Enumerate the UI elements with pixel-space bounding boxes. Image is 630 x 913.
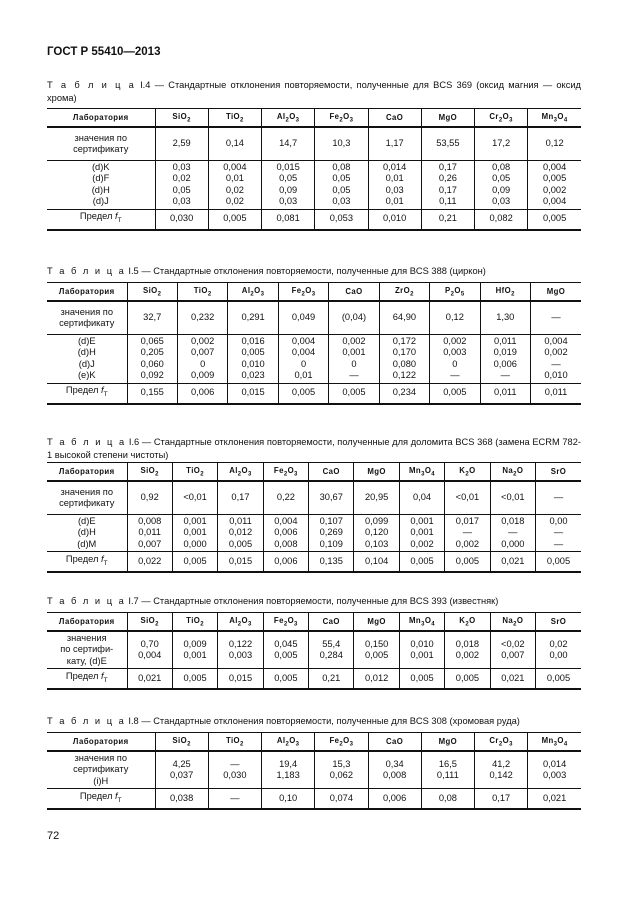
table-cell: 0,011: [480, 383, 530, 404]
table-cell: 0,005: [430, 383, 480, 404]
table-cell: 41,2 0,142: [475, 751, 528, 789]
row-label: (d)K (d)F (d)H (d)J: [47, 161, 155, 210]
table-cell: 0,030: [155, 209, 208, 230]
table-cell: <0,01: [172, 481, 217, 515]
table-row: [47, 301, 581, 335]
column-header: TiO$_2$: [172, 613, 217, 632]
table-cell: 0,002 0,003 0 —: [430, 335, 480, 384]
table-i7: [47, 612, 581, 690]
table-cell: 10,3: [315, 127, 368, 161]
table-cell: 0,08 0,05 0,05 0,03: [315, 161, 368, 210]
table-cell: 0,015: [218, 669, 263, 690]
table-cell: 0,015 0,05 0,09 0,03: [262, 161, 315, 210]
table-cell: 64,90: [379, 301, 429, 335]
table-cell: 0,21: [421, 209, 474, 230]
table-row: [47, 481, 581, 515]
table-cell: 0,005: [399, 552, 444, 573]
column-header: MgO: [421, 109, 474, 128]
table-cell: 0,232: [177, 301, 227, 335]
column-header: $Fe_2O_3$: [315, 733, 368, 752]
table-cell: 0,004 0,005 0,002 0,004: [528, 161, 581, 210]
column-header: $Mn_3O_4$: [399, 463, 444, 482]
table-cell: 1,17: [368, 127, 421, 161]
table-cell: 0,02 0,00: [536, 631, 581, 669]
table-i6: [47, 462, 581, 573]
table-cell: 0,291: [228, 301, 278, 335]
table-caption: Т а б л и ц а I.4 — Стандартные отклонения повторяемости, полученные для BCS 369 (оксид магния — оксид хрома): [47, 80, 581, 103]
column-header: MgO: [421, 733, 474, 752]
table-row: [47, 383, 581, 404]
table-i8: [47, 732, 581, 810]
column-header: SrO: [536, 463, 581, 482]
table-cell: — 0,030: [208, 751, 261, 789]
table-cell: 53,55: [421, 127, 474, 161]
column-header: HfO$_2$: [480, 283, 530, 302]
table-cell: 0,155: [127, 383, 177, 404]
row-label: Предел $f_T$: [47, 789, 155, 810]
table-caption: Т а б л и ц а I.8 — Стандартные отклонения повторяемости, полученные для BCS 308 (хромовая руда): [47, 716, 520, 726]
column-header: CaO: [368, 109, 421, 128]
table-cell: 0,12: [430, 301, 480, 335]
table-cell: 0,006: [177, 383, 227, 404]
column-header: Лаборатория: [47, 463, 127, 482]
row-label: значения по сертификату: [47, 127, 155, 161]
column-header: Лаборатория: [47, 283, 127, 302]
document-header: ГОСТ Р 55410—2013: [47, 46, 161, 58]
row-label: значения по сертификату: [47, 301, 127, 335]
header-row: [47, 283, 581, 302]
column-header: $K_2O$: [445, 613, 490, 632]
table-cell: 0,70 0,004: [127, 631, 172, 669]
table-cell: 0,002 0,001 0 —: [329, 335, 379, 384]
column-header: SrO: [536, 613, 581, 632]
table-cell: 0,005: [445, 669, 490, 690]
table-cell: 0,17: [218, 481, 263, 515]
column-header: MgO: [531, 283, 582, 302]
table-cell: 0,005: [528, 209, 581, 230]
column-header: $Cr_2O_3$: [475, 733, 528, 752]
column-header: CaO: [309, 463, 354, 482]
table-cell: 0,011 0,019 0,006 —: [480, 335, 530, 384]
table-cell: 0,21: [309, 669, 354, 690]
table-row: [47, 209, 581, 230]
table-cell: 0,009 0,001: [172, 631, 217, 669]
table-cell: 0,08 0,05 0,09 0,03: [475, 161, 528, 210]
table-cell: 19,4 1,183: [262, 751, 315, 789]
table-caption: Т а б л и ц а I.5 — Стандартные отклонения повторяемости, полученные для BCS 388 (циркон): [47, 266, 486, 276]
column-header: $K_2O$: [445, 463, 490, 482]
table-cell: 55,4 0,284: [309, 631, 354, 669]
table-cell: 0,038: [155, 789, 208, 810]
table-cell: 0,053: [315, 209, 368, 230]
table-cell: 0,006: [263, 552, 308, 573]
table-cell: 30,67: [309, 481, 354, 515]
table-row: [47, 669, 581, 690]
table-cell: 0,005: [172, 669, 217, 690]
table-cell: 0,017 — 0,002: [445, 515, 490, 552]
table-cell: 0,04: [399, 481, 444, 515]
table-row: [47, 335, 581, 384]
column-header: $Na_2O$: [490, 463, 535, 482]
table-row: [47, 631, 581, 669]
column-header: $Al_2O_3$: [262, 733, 315, 752]
table-cell: <0,01: [490, 481, 535, 515]
table-cell: 0,10: [262, 789, 315, 810]
table-cell: 32,7: [127, 301, 177, 335]
row-label: Предел $f_T$: [47, 209, 155, 230]
table-cell: 0,004 0,004 0 0,01: [278, 335, 328, 384]
table-cell: 0,005: [329, 383, 379, 404]
table-cell: 0,021: [490, 552, 535, 573]
table-cell: 0,004 0,002 — 0,010: [531, 335, 582, 384]
table-cell: 0,005: [263, 669, 308, 690]
table-cell: 0,08: [421, 789, 474, 810]
table-cell: 14,7: [262, 127, 315, 161]
table-cell: <0,01: [445, 481, 490, 515]
table-cell: 0,021: [528, 789, 581, 810]
table-cell: 0,021: [490, 669, 535, 690]
column-header: CaO: [309, 613, 354, 632]
column-header: TiO$_2$: [177, 283, 227, 302]
header-row: [47, 613, 581, 632]
column-header: $Fe_2O_3$: [278, 283, 328, 302]
table-cell: 0,015: [218, 552, 263, 573]
column-header: SiO$_2$: [127, 463, 172, 482]
column-header: $P_2O_5$: [430, 283, 480, 302]
table-cell: 15,3 0,062: [315, 751, 368, 789]
table-cell: 0,014 0,003: [528, 751, 581, 789]
column-header: $Mn_3O_4$: [528, 109, 581, 128]
column-header: $Al_2O_3$: [218, 463, 263, 482]
column-header: $Mn_3O_4$: [399, 613, 444, 632]
table-cell: 0,001 0,001 0,002: [399, 515, 444, 552]
table-cell: 0,049: [278, 301, 328, 335]
table-cell: 0,00 — —: [536, 515, 581, 552]
table-cell: 0,005: [536, 669, 581, 690]
row-label: (d)E (d)H (d)J (e)K: [47, 335, 127, 384]
table-cell: 0,004 0,006 0,008: [263, 515, 308, 552]
table-cell: 0,234: [379, 383, 429, 404]
table-cell: 0,045 0,005: [263, 631, 308, 669]
table-cell: 0,03 0,02 0,05 0,03: [155, 161, 208, 210]
table-cell: 0,011 0,012 0,005: [218, 515, 263, 552]
table-cell: 0,17: [475, 789, 528, 810]
table-cell: 0,082: [475, 209, 528, 230]
table-cell: 0,074: [315, 789, 368, 810]
column-header: $Fe_2O_3$: [263, 613, 308, 632]
table-cell: 0,004 0,01 0,02 0,02: [208, 161, 261, 210]
table-cell: 16,5 0,111: [421, 751, 474, 789]
table-cell: 1,30: [480, 301, 530, 335]
row-label: Предел $f_T$: [47, 552, 127, 573]
row-label: значения по сертификату (i)H: [47, 751, 155, 789]
table-cell: 0,150 0,005: [354, 631, 399, 669]
table-cell: 0,122 0,003: [218, 631, 263, 669]
row-label: Предел $f_T$: [47, 669, 127, 690]
table-cell: 0,012: [354, 669, 399, 690]
table-cell: 0,172 0,170 0,080 0,122: [379, 335, 429, 384]
table-caption: Т а б л и ц а I.6 — Стандартные отклонения повторяемости, полученные для доломита BCS 368 (замена ECRM 782-1 высокой степени чистоты): [47, 437, 581, 460]
column-header: $Al_2O_3$: [228, 283, 278, 302]
table-cell: 0,005: [536, 552, 581, 573]
table-cell: 0,22: [263, 481, 308, 515]
table-cell: 2,59: [155, 127, 208, 161]
table-row: [47, 552, 581, 573]
table-cell: 0,005: [172, 552, 217, 573]
column-header: CaO: [368, 733, 421, 752]
table-cell: 0,006: [368, 789, 421, 810]
column-header: $Al_2O_3$: [262, 109, 315, 128]
table-cell: 0,107 0,269 0,109: [309, 515, 354, 552]
table-cell: —: [531, 301, 582, 335]
column-header: SiO$_2$: [155, 733, 208, 752]
header-row: [47, 463, 581, 482]
table-cell: —: [208, 789, 261, 810]
table-cell: 0,005: [445, 552, 490, 573]
table-cell: 0,014 0,01 0,03 0,01: [368, 161, 421, 210]
table-cell: 0,005: [399, 669, 444, 690]
header-row: [47, 733, 581, 752]
column-header: Лаборатория: [47, 733, 155, 752]
table-cell: 0,14: [208, 127, 261, 161]
column-header: SiO$_2$: [127, 613, 172, 632]
table-cell: 0,010 0,001: [399, 631, 444, 669]
column-header: CaO: [329, 283, 379, 302]
table-i4: [47, 108, 581, 231]
table-cell: (0,04): [329, 301, 379, 335]
table-caption: Т а б л и ц а I.7 — Стандартные отклонения повторяемости, полученные для BCS 393 (известняк): [47, 596, 499, 606]
column-header: Лаборатория: [47, 109, 155, 128]
row-label: Предел $f_T$: [47, 383, 127, 404]
table-cell: <0,02 0,007: [490, 631, 535, 669]
table-cell: 0,018 0,002: [445, 631, 490, 669]
table-cell: 0,008 0,011 0,007: [127, 515, 172, 552]
table-cell: 0,104: [354, 552, 399, 573]
table-cell: 0,135: [309, 552, 354, 573]
row-label: значения по сертификату: [47, 481, 127, 515]
table-cell: 0,92: [127, 481, 172, 515]
column-header: $Fe_2O_3$: [315, 109, 368, 128]
table-cell: —: [536, 481, 581, 515]
column-header: $Fe_2O_3$: [263, 463, 308, 482]
table-cell: 0,018 — 0,000: [490, 515, 535, 552]
table-cell: 0,015: [228, 383, 278, 404]
column-header: $Al_2O_3$: [218, 613, 263, 632]
table-cell: 0,17 0,26 0,17 0,11: [421, 161, 474, 210]
column-header: MgO: [354, 613, 399, 632]
table-i5: [47, 282, 581, 405]
table-cell: 0,065 0,205 0,060 0,092: [127, 335, 177, 384]
table-cell: 0,011: [531, 383, 582, 404]
column-header: Лаборатория: [47, 613, 127, 632]
table-cell: 20,95: [354, 481, 399, 515]
table-cell: 4,25 0,037: [155, 751, 208, 789]
column-header: $Na_2O$: [490, 613, 535, 632]
table-cell: 0,34 0,008: [368, 751, 421, 789]
page-number: 72: [47, 830, 60, 842]
table-row: [47, 515, 581, 552]
column-header: TiO$_2$: [208, 109, 261, 128]
column-header: MgO: [354, 463, 399, 482]
column-header: SiO$_2$: [127, 283, 177, 302]
table-cell: 0,005: [278, 383, 328, 404]
table-cell: 0,022: [127, 552, 172, 573]
header-row: [47, 109, 581, 128]
column-header: $Mn_3O_4$: [528, 733, 581, 752]
column-header: $Cr_2O_3$: [475, 109, 528, 128]
table-cell: 0,081: [262, 209, 315, 230]
table-row: [47, 127, 581, 161]
table-row: [47, 789, 581, 810]
column-header: TiO$_2$: [172, 463, 217, 482]
table-cell: 0,12: [528, 127, 581, 161]
table-cell: 0,005: [208, 209, 261, 230]
column-header: ZrO$_2$: [379, 283, 429, 302]
column-header: TiO$_2$: [208, 733, 261, 752]
table-cell: 0,099 0,120 0,103: [354, 515, 399, 552]
table-row: [47, 751, 581, 789]
row-label: (d)E (d)H (d)M: [47, 515, 127, 552]
column-header: SiO$_2$: [155, 109, 208, 128]
table-cell: 0,002 0,007 0 0,009: [177, 335, 227, 384]
table-cell: 0,021: [127, 669, 172, 690]
table-cell: 0,001 0,001 0,000: [172, 515, 217, 552]
table-cell: 0,010: [368, 209, 421, 230]
table-row: [47, 161, 581, 210]
table-cell: 17,2: [475, 127, 528, 161]
table-cell: 0,016 0,005 0,010 0,023: [228, 335, 278, 384]
row-label: значения по сертифи- кату, (d)E: [47, 631, 127, 669]
